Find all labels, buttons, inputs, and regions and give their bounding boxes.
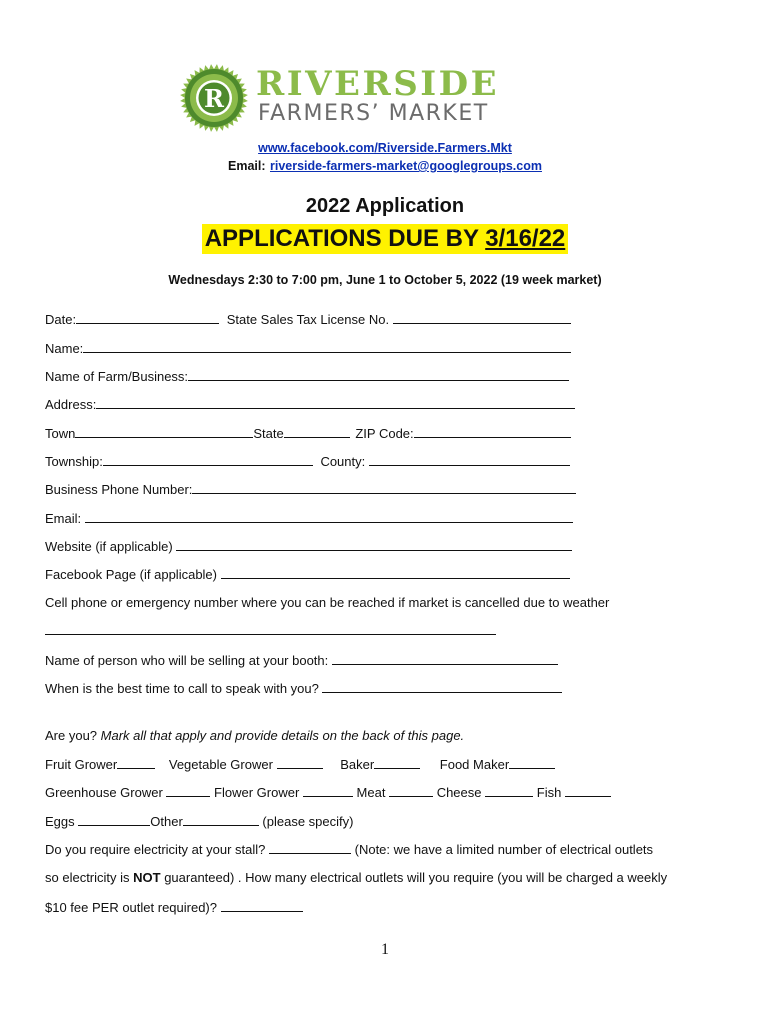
address-label: Address: — [45, 397, 97, 412]
due-date: 3/16/22 — [485, 225, 566, 252]
tax-license-label: State Sales Tax License No. — [226, 312, 390, 327]
row-eggs-other — [45, 813, 353, 830]
electricity-line3: $10 fee PER outlet required)? — [45, 900, 217, 915]
due-banner — [202, 224, 569, 254]
logo-word-riverside: RIVERSIDE — [256, 64, 500, 104]
due-prefix: APPLICATIONS DUE BY — [204, 225, 486, 252]
meat-field[interactable] — [389, 784, 433, 797]
row-are-you — [45, 728, 464, 744]
greenhouse-grower-label: Greenhouse Grower — [45, 785, 163, 800]
page-number: 1 — [381, 941, 389, 958]
row-cell-phone — [45, 595, 609, 611]
email-field-label: Email: — [45, 511, 82, 526]
vegetable-grower-field[interactable] — [277, 756, 323, 769]
vegetable-grower-label: Vegetable Grower — [168, 757, 273, 772]
fruit-grower-label: Fruit Grower — [45, 757, 118, 772]
row-electricity-1 — [45, 841, 653, 858]
date-label: Date: — [45, 312, 77, 327]
meat-label: Meat — [356, 785, 386, 800]
tax-license-field[interactable] — [393, 311, 571, 324]
other-label: Other — [150, 814, 183, 829]
row-address — [45, 396, 575, 413]
electricity-line2-b: guaranteed) . How many electrical outlets will you require (you will be charged a weekly — [160, 870, 668, 885]
cheese-field[interactable] — [485, 784, 533, 797]
town-field[interactable] — [75, 425, 253, 438]
are-you-note: Mark all that apply and provide details on the back of this page. — [100, 728, 465, 743]
farm-name-label: Name of Farm/Business: — [45, 369, 189, 384]
zip-field[interactable] — [414, 425, 571, 438]
facebook-field[interactable] — [221, 566, 570, 579]
flower-grower-label: Flower Grower — [214, 785, 300, 800]
fruit-grower-field[interactable] — [117, 756, 155, 769]
other-field[interactable] — [183, 813, 259, 826]
row-farm-name — [45, 368, 569, 385]
website-field[interactable] — [176, 538, 572, 551]
row-facebook — [45, 566, 570, 583]
email-link[interactable]: riverside-farmers-market@googlegroups.com — [269, 159, 542, 173]
row-email — [45, 510, 573, 527]
name-label: Name: — [45, 341, 84, 356]
website-label: Website (if applicable) — [45, 539, 173, 554]
due-banner-line — [0, 224, 770, 254]
baker-label: Baker — [340, 757, 375, 772]
email-line — [0, 157, 770, 175]
row-date-tax — [45, 311, 571, 328]
electricity-line2-a: so electricity is — [45, 870, 134, 885]
electricity-not: NOT — [133, 870, 161, 885]
riverside-logo — [180, 64, 525, 132]
row-cell-phone-line — [45, 622, 496, 639]
email-field[interactable] — [85, 510, 573, 523]
cheese-label: Cheese — [436, 785, 482, 800]
facebook-link-line — [0, 139, 770, 157]
baker-field[interactable] — [374, 756, 420, 769]
food-maker-label: Food Maker — [439, 757, 510, 772]
fish-field[interactable] — [565, 784, 611, 797]
market-dates: Wednesdays 2:30 to 7:00 pm, June 1 to October 5, 2022 (19 week market) — [168, 273, 602, 287]
row-best-time — [45, 680, 562, 697]
row-electricity-2 — [45, 870, 667, 886]
greenhouse-grower-field[interactable] — [166, 784, 210, 797]
electricity-question: Do you require electricity at your stall? — [45, 842, 266, 857]
seal-icon — [180, 64, 248, 132]
zip-label: ZIP Code: — [355, 426, 414, 441]
seal-letter: R — [204, 84, 224, 113]
name-field[interactable] — [83, 340, 571, 353]
state-label: State — [253, 426, 284, 441]
county-field[interactable] — [369, 453, 570, 466]
logo-word-farmers-market: FARMERS’ MARKET — [258, 101, 489, 126]
cell-phone-field[interactable] — [45, 622, 496, 635]
eggs-field[interactable] — [78, 813, 150, 826]
seller-name-field[interactable] — [332, 652, 558, 665]
state-field[interactable] — [284, 425, 350, 438]
application-title: 2022 Application — [305, 195, 465, 217]
food-maker-field[interactable] — [509, 756, 555, 769]
row-name — [45, 340, 571, 357]
row-business-phone — [45, 481, 576, 498]
town-label: Town — [45, 426, 76, 441]
address-field[interactable] — [96, 396, 575, 409]
row-town-state-zip — [45, 425, 571, 442]
seller-name-label: Name of person who will be selling at your booth: — [45, 653, 329, 668]
county-label: County: — [320, 454, 366, 469]
row-categories-2 — [45, 784, 611, 801]
please-specify-label: (please specify) — [262, 814, 354, 829]
best-time-label: When is the best time to call to speak with you? — [45, 681, 319, 696]
business-phone-field[interactable] — [192, 481, 576, 494]
row-website — [45, 538, 572, 555]
electricity-note: (Note: we have a limited number of electrical outlets — [354, 842, 654, 857]
row-township-county — [45, 453, 570, 470]
best-time-field[interactable] — [322, 680, 562, 693]
farm-name-field[interactable] — [188, 368, 569, 381]
cell-phone-label: Cell phone or emergency number where you can be reached if market is cancelled due to weather — [45, 595, 610, 610]
email-label: Email: — [228, 159, 266, 173]
date-field[interactable] — [76, 311, 219, 324]
township-field[interactable] — [103, 453, 313, 466]
flower-grower-field[interactable] — [303, 784, 353, 797]
eggs-label: Eggs — [45, 814, 75, 829]
electricity-field[interactable] — [269, 841, 351, 854]
township-label: Township: — [45, 454, 103, 469]
row-categories-1 — [45, 756, 555, 773]
facebook-link[interactable]: www.facebook.com/Riverside.Farmers.Mkt — [258, 141, 512, 155]
row-electricity-3 — [45, 899, 303, 916]
fish-label: Fish — [536, 785, 562, 800]
are-you-label: Are you? — [45, 728, 98, 743]
facebook-label: Facebook Page (if applicable) — [45, 567, 217, 582]
row-seller-name — [45, 652, 558, 669]
outlets-field[interactable] — [221, 899, 303, 912]
business-phone-label: Business Phone Number: — [45, 482, 193, 497]
